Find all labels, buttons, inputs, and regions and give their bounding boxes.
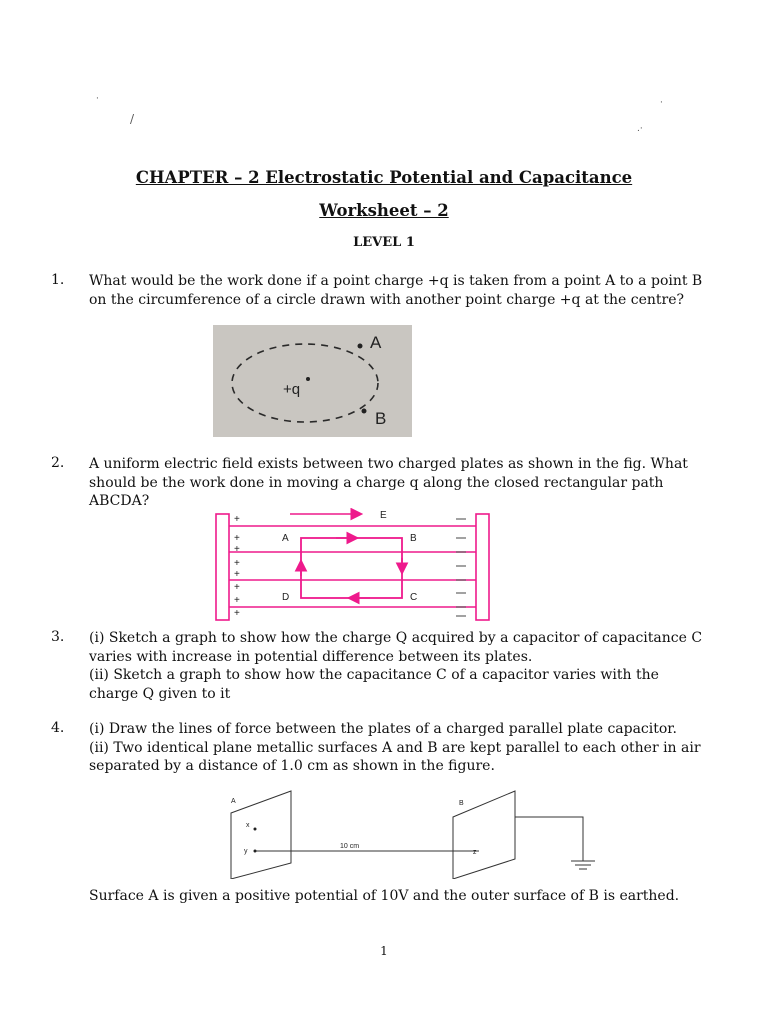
plus-signs bbox=[234, 514, 240, 619]
svg-text:+: + bbox=[234, 533, 240, 544]
question-number: 3. bbox=[51, 629, 65, 645]
rectangular-path bbox=[301, 538, 402, 598]
scan-mark: / bbox=[130, 112, 135, 126]
scan-mark: .· bbox=[637, 124, 643, 134]
minus-signs bbox=[456, 519, 466, 616]
corner-b-label: B bbox=[410, 533, 417, 544]
center-charge-label: +q bbox=[283, 381, 301, 398]
point-x-label: x bbox=[246, 822, 250, 829]
point-y-dot bbox=[254, 850, 257, 853]
point-a-dot bbox=[358, 344, 363, 349]
question-4-followup: Surface A is given a positive potential of 10V and the outer surface of B is earthed. bbox=[89, 888, 680, 904]
question-number: 4. bbox=[51, 720, 65, 736]
negative-plate bbox=[476, 514, 489, 620]
plate-b-label: B bbox=[459, 800, 464, 807]
svg-text:+: + bbox=[234, 595, 240, 606]
corner-c-label: C bbox=[410, 592, 418, 603]
svg-text:+: + bbox=[234, 514, 240, 525]
question-2-text: A uniform electric field exists between two charged plates as shown in the fig. What should be the work done in moving a charge q along the closed rectangular path ABCDA? bbox=[89, 456, 688, 509]
question-number: 1. bbox=[51, 272, 65, 288]
question-3-text: (i) Sketch a graph to show how the charge Q acquired by a capacitor of capacitance C varies with increase in potential difference between its plates. (ii) Sketch a graph to show how the capacitance C of a capacitor varies with the charge Q given to it bbox=[89, 630, 703, 702]
svg-text:+: + bbox=[234, 608, 240, 619]
page-number: 1 bbox=[380, 944, 388, 958]
point-b-dot bbox=[362, 409, 367, 414]
plate-a-label: A bbox=[231, 798, 236, 805]
metal-plates-figure bbox=[225, 787, 605, 879]
charged-plates-figure bbox=[210, 508, 495, 626]
scan-mark: · bbox=[96, 94, 99, 104]
distance-label: 10 cm bbox=[340, 843, 360, 850]
point-x-dot bbox=[254, 828, 257, 831]
svg-text:+: + bbox=[234, 544, 240, 555]
corner-a-label: A bbox=[282, 533, 289, 544]
chapter-title: CHAPTER – 2 Electrostatic Potential and Capacitance bbox=[135, 168, 633, 187]
point-a-label: A bbox=[370, 333, 382, 352]
svg-text:+: + bbox=[234, 569, 240, 580]
level-heading: LEVEL 1 bbox=[353, 235, 415, 250]
field-label: E bbox=[380, 510, 387, 521]
question-number: 2. bbox=[51, 455, 65, 471]
circle-charge-figure bbox=[213, 325, 412, 437]
svg-text:+: + bbox=[234, 558, 240, 569]
point-z-label: z bbox=[473, 849, 477, 856]
center-charge-dot bbox=[306, 377, 310, 381]
question-4-text: (i) Draw the lines of force between the plates of a charged parallel plate capacitor. (ii) Two identical plane metallic surfaces A and B are kept parallel to each other in air separated by a distance of 1.0 cm as shown in the figure. bbox=[89, 721, 701, 774]
scan-mark: · bbox=[660, 98, 663, 108]
positive-plate bbox=[216, 514, 229, 620]
plate-a bbox=[231, 791, 291, 879]
point-b-label: B bbox=[375, 409, 387, 428]
point-y-label: y bbox=[244, 848, 248, 855]
corner-d-label: D bbox=[282, 592, 290, 603]
question-1-text: What would be the work done if a point charge +q is taken from a point A to a point B on the circumference of a circle drawn with another point charge +q at the centre? bbox=[89, 273, 703, 308]
earth-wire bbox=[515, 817, 583, 861]
svg-text:+: + bbox=[234, 582, 240, 593]
worksheet-title: Worksheet – 2 bbox=[319, 201, 449, 220]
